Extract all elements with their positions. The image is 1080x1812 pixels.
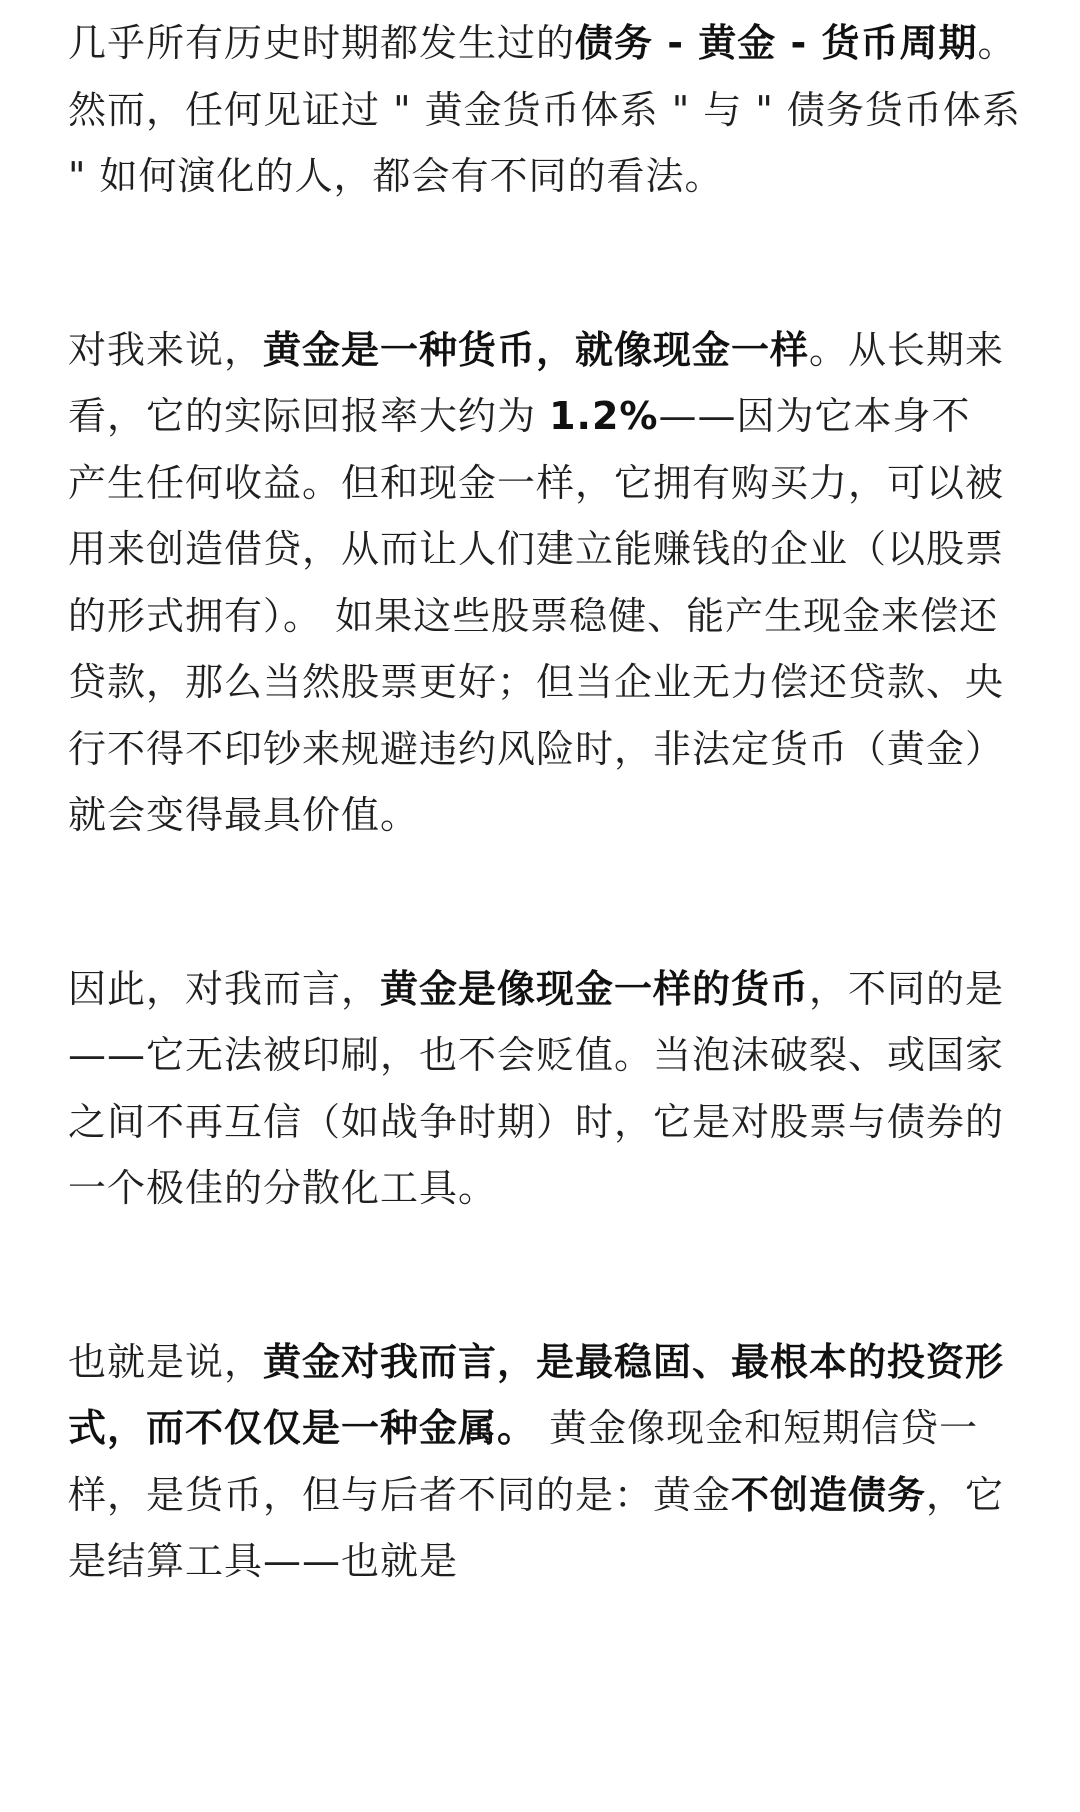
p3-text-1: 因此，对我而言， — [68, 966, 381, 1011]
p4-bold-most-fundamental: 黄金对我而言，是最稳固、最根本的投资形式，而不仅仅是一种金属。 — [68, 1339, 1005, 1450]
p2-text-3: ——因为它本身不产生任何收益。但和现金一样，它拥有购买力，可以被用来创造借贷，从而让人们建立能赚钱的企业（以股票的形式拥有）。 如果这些股票稳健、能产生现金来偿还贷款，那么当然股票更好；但当企业无力偿还贷款、央行不得不印钞来规避违约风险时，非法定货币（黄金）就会变得最具价值。 — [68, 394, 1005, 837]
paragraph-2 — [68, 317, 1008, 849]
p1-text-2: 。然而，任何见证过 " 黄金货币体系 " 与 " 债务货币体系 " 如何演化的人，都会有不同的看法。 — [68, 21, 1021, 198]
paragraph-1 — [68, 10, 1028, 210]
p2-text-2: 。从长期来看，它的实际回报率大约为 — [68, 327, 1005, 438]
article-body — [68, 10, 1028, 1702]
p4-text-2: 黄金像现金和短期信贷一样，是货币，但与后者不同的是：黄金 — [68, 1406, 979, 1517]
p4-bold-no-debt: 不创造债务 — [731, 1472, 927, 1517]
p2-bold-return-rate: 1.2% — [549, 394, 659, 438]
p1-bold-debt-gold-cycle: 债务 - 黄金 - 货币周期 — [575, 21, 978, 65]
p3-bold-gold-like-cash: 黄金是像现金一样的货币 — [380, 966, 810, 1011]
p4-text-1: 也就是说， — [68, 1339, 264, 1384]
p2-text-1: 对我来说， — [68, 327, 264, 372]
paragraph-4 — [68, 1329, 1028, 1595]
p3-text-2: ，不同的是——它无法被印刷，也不会贬值。当泡沫破裂、或国家之间不再互信（如战争时期）时，它是对股票与债券的一个极佳的分散化工具。 — [68, 966, 1005, 1210]
p1-text-1: 几乎所有历史时期都发生过的 — [68, 21, 576, 65]
paragraph-3 — [68, 956, 1028, 1222]
p2-bold-gold-is-money: 黄金是一种货币，就像现金一样 — [263, 327, 810, 372]
p4-text-3: ，它是结算工具——也就是 — [68, 1472, 1005, 1583]
